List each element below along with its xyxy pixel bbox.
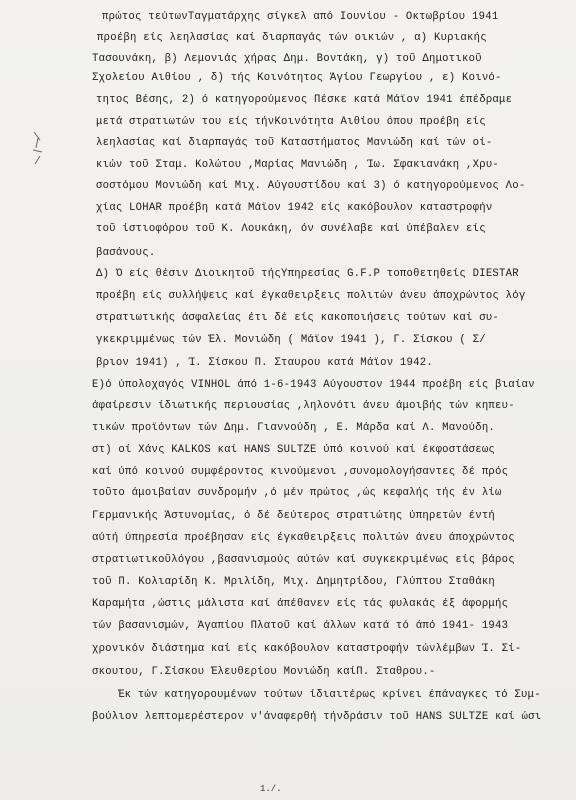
document-line: πρώτος τεύτωνΤαγματάρχης σίγκελ από Ιουνίου - Οκτωβρίου 1941 — [102, 11, 499, 23]
document-line: σοστόμου Μονιώδη καί Μιχ. Αύγουστίδου καί 3) ό κατηγορούμενος Λο- — [96, 180, 526, 192]
document-line: προέβη είς λεηλασίας καί διαρπαγάς τών οικιών , α) Κυριακής — [97, 32, 487, 44]
document-line: στρατιωτικής άσφαλείας έτι δέ είς κακοποιήσεις τούτων καί συ- — [96, 312, 500, 324]
document-line: αύτή ύπηρεσία προέβησαν είς έγκαθειρξεις πολιτών άνευ άποχρώντος — [92, 532, 515, 544]
document-line: σκουτου, Γ.Σίσκου Έλευθερίου Μονιώδη καίΠ. Σταθρου.- — [92, 666, 436, 678]
document-line: κιών τοῦ Σταμ. Κολώτου ,Μαρίας Μανιώδη , Ίω. Σφακιανάκη ,Χρυ- — [96, 159, 500, 171]
document-line: τών βασανισμών, Άγαπίου Πλατοῦ καί άλλων κατά τό άπό 1941- 1943 — [92, 620, 509, 632]
document-line: Δ) Ό είς θέσιν Διοικητοῦ τήςΥπηρεσίας G.F.P τοποθετηθείς DIESTAR — [96, 268, 519, 280]
document-line: Καραμήτα ,ώστις μάλιστα καί άπέθανεν είς τάς φυλακάς έξ άφορμής — [92, 598, 509, 610]
document-line: Τασουνάκη, β) Λεμονιάς χήρας Δημ. Βοντάκη, γ) τοῦ Δημοτικοῦ — [92, 53, 482, 65]
margin-annotation-icon — [30, 128, 48, 168]
document-line: προέβη είς συλλήψεις καί έγκαθειρξεις πολιτών άνευ άποχρώντος λόγ — [96, 290, 526, 302]
document-line: βασάνους. — [96, 247, 156, 259]
document-line: τοῦ ίστιοφόρου τοῦ Κ. Λουκάκη, όν συνέλαβε καί ύπέβαλεν είς — [96, 223, 486, 235]
document-line: μετά στρατιωτών του είς τήνΚοινότητα Αιθίου όπου προέβη είς — [96, 116, 486, 128]
document-line: στρατιωτικοῦλόγου ,βασανισμούς αύτών καί συγκεκριμένως είς βάρος — [92, 554, 515, 566]
document-line: Σχολείου Αιθίου , δ) τής Κοινότητος Άγίου Γεωργίου , ε) Κοινό- — [92, 72, 502, 84]
document-line: χρονικόν διάστημα καί είς κακόβουλον καταστροφήν τώνλέμβων Ί. Σί- — [92, 643, 522, 655]
document-line: γκεκριμμένως τών Έλ. Μονιώδη ( Μάϊον 1941 ), Γ. Σίσκου ( Σ/ — [96, 334, 486, 346]
document-line: τητος Βέσης, 2) ό κατηγορούμενος Πέσκε κατά Μάϊον 1941 έπέδραμε — [96, 94, 513, 106]
document-line: στ) οί Χάνς KALKOS καί HANS SULTZE ύπό κοινού καί έκφοστάσεως — [92, 444, 496, 456]
document-line: τοῦτο άμοιβαίαν συνδρομήν ,ό μέν πρώτος ,ώς κεφαλής τής έν λίω — [92, 487, 502, 499]
document-line: λεηλασίας καί διαρπαγάς τοῦ Καταστήματος Μανιώδη καί τών οί- — [96, 137, 493, 149]
document-line: βούλιον λεπτομερέστερον ν'άναφερθή τήνδράσιν τοῦ HANS SULTZE καί ώσι — [92, 711, 542, 723]
document-line: Ε)ό ύπολοχαγός VINHOL άπό 1-6-1943 Αύγουστον 1944 προέβη είς βιαίαν — [92, 379, 535, 391]
document-line: τικών προϊόντων τών Δημ. Γιαννούδη , Ε. Μάρδα καί Λ. Μανούδη. — [92, 422, 496, 434]
document-line: άφαίρεσιν ίδιωτικής περιουσίας ,ληλονότι άνευ άμοιβής τών κηπευ- — [92, 400, 515, 412]
document-line: χίας LOHAR προέβη κατά Μάϊον 1942 είς κακόβουλον καταστροφήν — [96, 202, 493, 214]
document-line: βριον 1941) , Ί. Σίσκου Π. Σταυρου κατά Μάϊον 1942. — [96, 357, 433, 369]
document-line: Έκ τών κατηγορουμένων τούτων ίδιαιτέρως κρίνει έπάναγκες τό Συμ- — [118, 689, 541, 701]
document-line: καί ύπό κοινού συμφέροντος κινούμενοι ,συνομολογήσαντες δέ πρός — [92, 466, 509, 478]
document-line: Γερμανικής Άστυνομίας, ό δέ δεύτερος στρατιώτης ύπηρετών έντή — [92, 510, 496, 522]
page-footer: 1./. — [260, 784, 282, 794]
document-line: τοῦ Π. Κολιαρίδη Κ. Μριλίδη, Μιχ. Δημητρίδου, Γλύπτου Σταθάκη — [92, 576, 496, 588]
